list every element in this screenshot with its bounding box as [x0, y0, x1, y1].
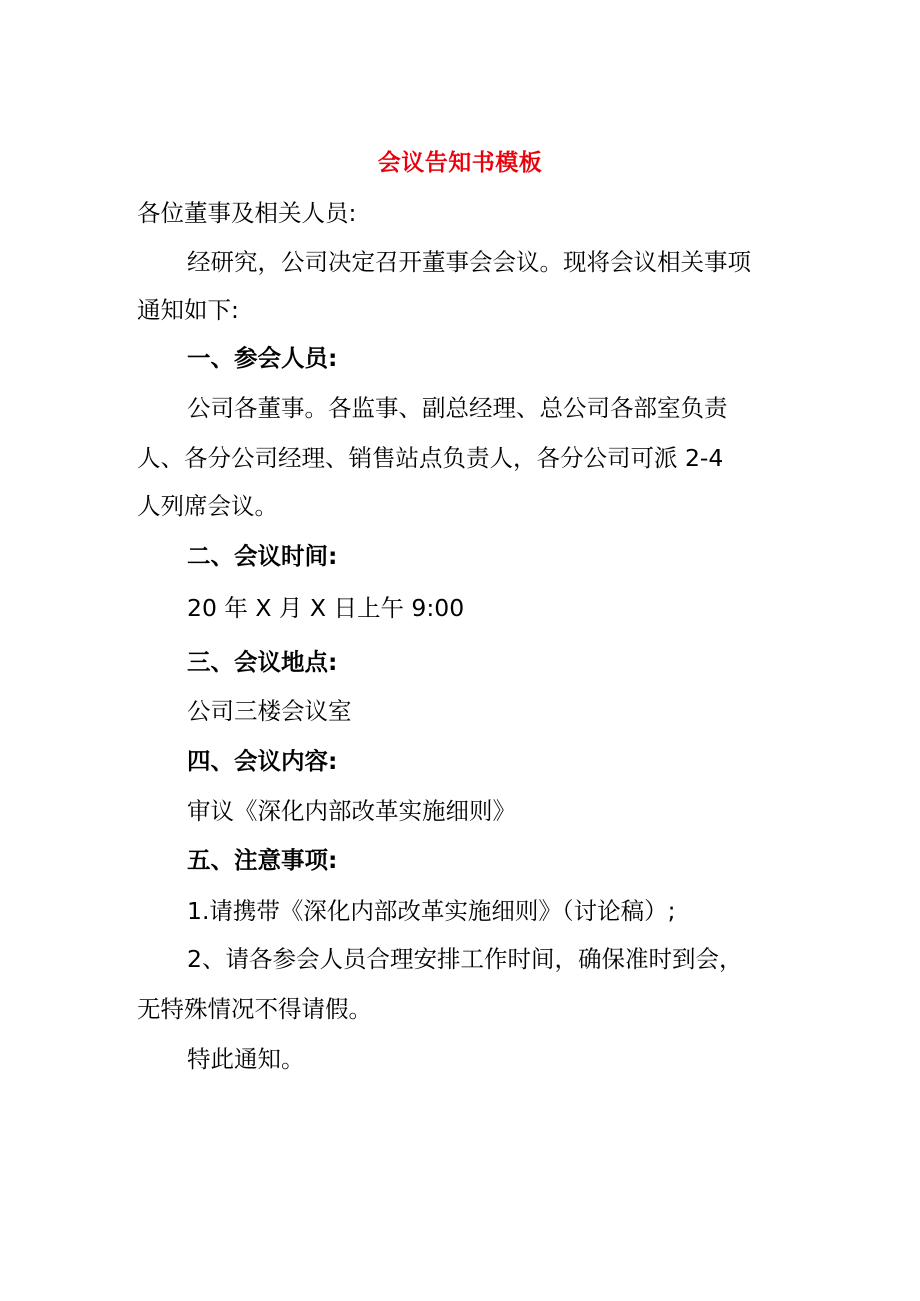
- note-item-1: 1.请携带《深化内部改革实施细则》（讨论稿）;: [187, 897, 676, 925]
- attendees-line-3: 人列席会议。: [137, 492, 278, 520]
- section-heading-content: 四、会议内容:: [187, 747, 338, 775]
- intro-line-2: 通知如下:: [137, 296, 239, 324]
- closing-text: 特此通知。: [187, 1045, 305, 1073]
- note-item-2-line-2: 无特殊情况不得请假。: [137, 995, 372, 1023]
- salutation: 各位董事及相关人员:: [137, 199, 357, 227]
- section-heading-time: 二、会议时间:: [187, 542, 338, 570]
- note-item-2-line-1: 2、请各参会人员合理安排工作时间，确保准时到会，: [187, 945, 743, 973]
- meeting-content: 审议《深化内部改革实施细则》: [187, 797, 516, 825]
- meeting-location: 公司三楼会议室: [187, 697, 352, 725]
- document-title: 会议告知书模板: [377, 150, 543, 176]
- intro-line-1: 经研究，公司决定召开董事会会议。现将会议相关事项: [187, 248, 751, 276]
- section-heading-attendees: 一、参会人员:: [187, 344, 338, 372]
- attendees-line-2: 人、各分公司经理、销售站点负责人，各分公司可派 2-4: [137, 444, 724, 472]
- meeting-time: 20 年 X 月 X 日上午 9:00: [187, 594, 465, 622]
- section-heading-notes: 五、注意事项:: [187, 846, 338, 874]
- section-heading-location: 三、会议地点:: [187, 648, 338, 676]
- attendees-line-1: 公司各董事。各监事、副总经理、总公司各部室负责: [187, 394, 728, 422]
